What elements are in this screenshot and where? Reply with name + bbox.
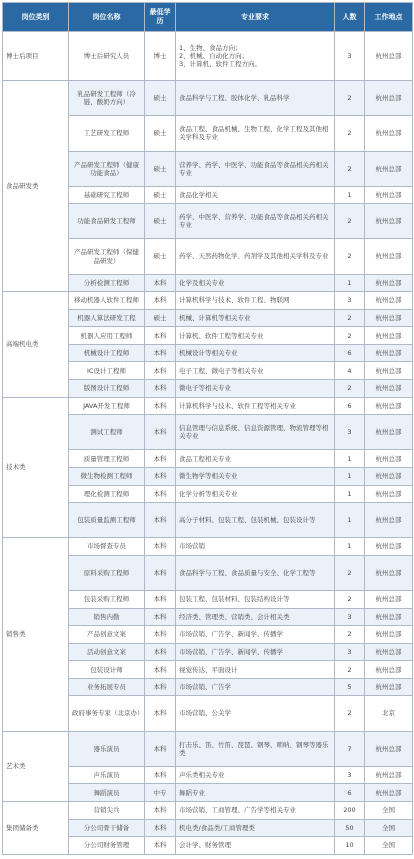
degree-cell: 本科 [145, 362, 176, 380]
job-title-cell: 分公司骨干储备 [69, 819, 145, 837]
location-cell: 杭州总部 [365, 415, 413, 450]
major-cell [176, 661, 335, 679]
degree-cell: 硕士 [145, 239, 176, 274]
headcount-cell: 2 [335, 555, 365, 590]
location-cell: 杭州总部 [365, 784, 413, 802]
job-title-cell: 机械设计工程师 [69, 344, 145, 362]
degree-cell: 本科 [145, 678, 176, 696]
category-cell: 技术类 [3, 397, 69, 538]
location-cell: 杭州总部 [365, 81, 413, 116]
job-title-cell: 包装质量监测工程师 [69, 503, 145, 538]
job-title-cell: 版图设计工程师 [69, 380, 145, 398]
major-line: 食品工程、食品机械、生物工程、化学工程及其他相关学科及专业 [179, 125, 329, 142]
location-cell: 杭州总部 [365, 204, 413, 239]
headcount-cell: 1 [335, 503, 365, 538]
location-cell: 杭州总部 [365, 555, 413, 590]
degree-cell: 本科 [145, 591, 176, 609]
category-cell: 高端机电类 [3, 292, 69, 397]
degree-cell: 本科 [145, 292, 176, 310]
job-title-cell: 销售内勤 [69, 608, 145, 626]
job-title-cell: 工艺研发工程师 [69, 116, 145, 151]
major-line: 市场营销 [179, 542, 205, 551]
major-line: 高分子材料、包装工程、包装机械、包装设计等 [179, 516, 316, 525]
location-cell: 杭州总部 [365, 766, 413, 784]
major-cell [176, 819, 335, 837]
major-line: 机械设计等相关专业 [179, 349, 238, 358]
major-line: 计算机科学与技术、软件工程、物联网 [179, 296, 290, 305]
headcount-cell: 6 [335, 344, 365, 362]
major-cell [176, 837, 335, 855]
major-line: 计算机、软件工程等相关专业 [179, 331, 264, 340]
table-row [3, 538, 413, 556]
major-line: 食品化学相关 [179, 190, 218, 199]
major-cell [176, 362, 335, 380]
headcount-cell: 6 [335, 784, 365, 802]
degree-cell: 硕士 [145, 309, 176, 327]
job-title-cell: 微生物检测工程师 [69, 467, 145, 485]
degree-cell: 本科 [145, 538, 176, 556]
job-title-cell: 理化检测工程师 [69, 485, 145, 503]
major-cell [176, 309, 335, 327]
major-cell [176, 485, 335, 503]
major-line: 计算机科学与技术、软件工程等相关专业 [179, 401, 296, 410]
job-title-cell: 产品创意文案 [69, 626, 145, 644]
job-title-cell: 移动机器人软件工程师 [69, 292, 145, 310]
headcount-cell: 3 [335, 292, 365, 310]
major-cell [176, 784, 335, 802]
location-cell: 杭州总部 [365, 32, 413, 81]
major-line: 机电类/食品类/工商管理类 [179, 823, 255, 832]
job-title-cell: 业务拓展专员 [69, 678, 145, 696]
location-cell: 北京 [365, 696, 413, 731]
major-cell [176, 274, 335, 292]
major-line: 市场营销、广告学、新闻学、传播学 [179, 647, 283, 656]
major-cell [176, 608, 335, 626]
category-cell: 食品研发类 [3, 81, 69, 292]
headcount-cell: 2 [335, 380, 365, 398]
headcount-cell: 50 [335, 819, 365, 837]
major-cell [176, 555, 335, 590]
degree-cell: 博士 [145, 32, 176, 81]
headcount-cell: 7 [335, 731, 365, 766]
job-title-cell: IC设计工程师 [69, 362, 145, 380]
headcount-cell: 2 [335, 116, 365, 151]
degree-cell: 硕士 [145, 151, 176, 186]
major-line: 机械、计算机等相关专业 [179, 313, 251, 322]
job-title-cell: 质量管理工程师 [69, 450, 145, 468]
degree-cell: 本科 [145, 450, 176, 468]
job-title-cell: 分析检测工程师 [69, 274, 145, 292]
major-cell [176, 591, 335, 609]
major-cell [176, 731, 335, 766]
major-cell [176, 801, 335, 819]
location-cell: 杭州总部 [365, 186, 413, 204]
major-cell [176, 32, 335, 81]
major-cell [176, 292, 335, 310]
degree-cell: 本科 [145, 467, 176, 485]
category-cell: 艺术类 [3, 731, 69, 801]
major-line: 打击乐、笛、竹笛、琵琶、钢琴、唢呐、钢琴等器乐类 [179, 740, 329, 757]
degree-cell: 硕士 [145, 116, 176, 151]
major-line: 食品科学与工程、食品质量与安全、化学工程等 [179, 568, 316, 577]
degree-cell: 本科 [145, 415, 176, 450]
job-openings-table [2, 2, 413, 855]
major-cell [176, 397, 335, 415]
major-line: 市场营销、公关学 [179, 709, 231, 718]
headcount-cell: 2 [335, 626, 365, 644]
degree-cell: 本科 [145, 608, 176, 626]
major-cell [176, 415, 335, 450]
headcount-cell: 2 [335, 239, 365, 274]
major-line: 微生物学等相关专业 [179, 472, 238, 481]
headcount-cell: 4 [335, 362, 365, 380]
degree-cell: 硕士 [145, 186, 176, 204]
headcount-cell: 2 [335, 309, 365, 327]
major-line: 包装工程、包装材料、包装结构设计等 [179, 595, 290, 604]
headcount-cell: 2 [335, 81, 365, 116]
headcount-cell: 3 [335, 415, 365, 450]
location-cell: 全国 [365, 819, 413, 837]
header-degree: 最低学历 [145, 3, 176, 32]
table-header-row [3, 3, 413, 32]
major-line: 电子工程、微电子等相关专业 [179, 366, 264, 375]
location-cell: 杭州总部 [365, 731, 413, 766]
major-cell [176, 327, 335, 345]
location-cell: 杭州总部 [365, 485, 413, 503]
headcount-cell: 1 [335, 485, 365, 503]
major-line: 化学及相关专业 [179, 278, 225, 287]
major-line: 市场营销、工商管理、广告学等相关专业 [179, 806, 296, 815]
job-title-cell: 博士后研究人员 [69, 32, 145, 81]
header-count: 人数 [335, 3, 365, 32]
headcount-cell: 1 [335, 538, 365, 556]
headcount-cell: 2 [335, 151, 365, 186]
headcount-cell: 1 [335, 450, 365, 468]
job-title-cell: 测试工程师 [69, 415, 145, 450]
major-line: 食品科学与工程、胶体化学、乳品科学 [179, 94, 290, 103]
degree-cell: 本科 [145, 397, 176, 415]
major-line: 会计学、财务管理 [179, 841, 231, 850]
location-cell: 杭州总部 [365, 116, 413, 151]
location-cell: 全国 [365, 801, 413, 819]
table-row [3, 81, 413, 116]
location-cell: 杭州总部 [365, 327, 413, 345]
headcount-cell: 3 [335, 32, 365, 81]
job-title-cell: 市场督查专员 [69, 538, 145, 556]
job-title-cell: 分公司财务管理 [69, 837, 145, 855]
job-title-cell: 产品研发工程师（健康功能食品） [69, 151, 145, 186]
headcount-cell: 1 [335, 186, 365, 204]
major-cell [176, 151, 335, 186]
location-cell: 杭州总部 [365, 239, 413, 274]
degree-cell: 本科 [145, 661, 176, 679]
degree-cell: 本科 [145, 327, 176, 345]
degree-cell: 本科 [145, 837, 176, 855]
headcount-cell: 2 [335, 696, 365, 731]
job-title-cell: 包装采购工程师 [69, 591, 145, 609]
major-cell [176, 766, 335, 784]
headcount-cell: 1 [335, 467, 365, 485]
location-cell: 杭州总部 [365, 503, 413, 538]
job-title-cell: 机器人算法研发工程 [69, 309, 145, 327]
job-title-cell: 政府事务专家（北京办） [69, 696, 145, 731]
location-cell: 杭州总部 [365, 274, 413, 292]
major-cell [176, 239, 335, 274]
major-cell [176, 204, 335, 239]
degree-cell: 本科 [145, 643, 176, 661]
location-cell: 杭州总部 [365, 467, 413, 485]
headcount-cell: 2 [335, 661, 365, 679]
major-line: 药学、天然药物化学、药剂学及其他相关学科及专业 [179, 252, 329, 261]
location-cell: 杭州总部 [365, 380, 413, 398]
major-line: 3、计算机、软件工程方向。 [179, 60, 262, 69]
location-cell: 杭州总部 [365, 643, 413, 661]
location-cell: 杭州总部 [365, 678, 413, 696]
degree-cell: 本科 [145, 801, 176, 819]
degree-cell: 中专 [145, 784, 176, 802]
job-title-cell: 舞蹈演员 [69, 784, 145, 802]
major-line: 1、生物、食品方向； [179, 43, 242, 52]
table-row [3, 397, 413, 415]
degree-cell: 硕士 [145, 81, 176, 116]
category-cell: 集团储备类 [3, 801, 69, 854]
table-row [3, 801, 413, 819]
degree-cell: 本科 [145, 766, 176, 784]
major-cell [176, 696, 335, 731]
table-row [3, 292, 413, 310]
location-cell: 杭州总部 [365, 344, 413, 362]
location-cell: 杭州总部 [365, 450, 413, 468]
degree-cell: 本科 [145, 696, 176, 731]
category-cell: 博士后项目 [3, 32, 69, 81]
major-cell [176, 186, 335, 204]
major-line: 经济类、管理类、营销类、会计相关类 [179, 612, 290, 621]
major-cell [176, 116, 335, 151]
job-title-cell: 声乐演员 [69, 766, 145, 784]
header-location: 工作地点 [365, 3, 413, 32]
location-cell: 杭州总部 [365, 626, 413, 644]
job-title-cell: 活动创意文案 [69, 643, 145, 661]
header-title: 岗位名称 [69, 3, 145, 32]
headcount-cell: 3 [335, 608, 365, 626]
major-cell [176, 380, 335, 398]
major-line: 市场营销、广告学 [179, 683, 231, 692]
degree-cell: 本科 [145, 485, 176, 503]
major-line: 微电子等相关专业 [179, 384, 231, 393]
major-cell [176, 467, 335, 485]
degree-cell: 本科 [145, 274, 176, 292]
major-line: 信息管理与信息系统、信息资源管理、物流管理等相关专业 [179, 424, 329, 441]
job-title-cell: 原料采购工程师 [69, 555, 145, 590]
major-cell [176, 503, 335, 538]
major-cell [176, 344, 335, 362]
headcount-cell: 10 [335, 837, 365, 855]
location-cell: 杭州总部 [365, 309, 413, 327]
degree-cell: 本科 [145, 380, 176, 398]
degree-cell: 硕士 [145, 204, 176, 239]
major-line: 舞蹈专业 [179, 788, 205, 797]
degree-cell: 本科 [145, 555, 176, 590]
degree-cell: 本科 [145, 503, 176, 538]
headcount-cell: 3 [335, 643, 365, 661]
major-cell [176, 643, 335, 661]
headcount-cell: 2 [335, 204, 365, 239]
job-title-cell: 功能食品研发工程师 [69, 204, 145, 239]
header-major: 专业要求 [176, 3, 335, 32]
major-line: 市场营销、广告学、新闻学、传播学 [179, 630, 283, 639]
major-cell [176, 678, 335, 696]
location-cell: 杭州总部 [365, 591, 413, 609]
location-cell: 杭州总部 [365, 608, 413, 626]
headcount-cell: 1 [335, 274, 365, 292]
location-cell: 杭州总部 [365, 538, 413, 556]
major-line: 化学分析等相关专业 [179, 489, 238, 498]
category-cell: 销售类 [3, 538, 69, 731]
degree-cell: 本科 [145, 626, 176, 644]
location-cell: 杭州总部 [365, 397, 413, 415]
headcount-cell: 3 [335, 766, 365, 784]
job-title-cell: 器乐演员 [69, 731, 145, 766]
location-cell: 全国 [365, 837, 413, 855]
location-cell: 杭州总部 [365, 661, 413, 679]
degree-cell: 本科 [145, 819, 176, 837]
headcount-cell: 2 [335, 591, 365, 609]
major-line: 药学、中医学、营养学、功能食品等食品相关药相关专业 [179, 213, 329, 230]
major-line: 营养学、药学、中医学、功能食品等食品相关药相关专业 [179, 160, 329, 177]
major-line: 声乐类相关专业 [179, 771, 225, 779]
major-cell [176, 538, 335, 556]
major-cell [176, 626, 335, 644]
location-cell: 杭州总部 [365, 151, 413, 186]
headcount-cell: 6 [335, 397, 365, 415]
table-row [3, 32, 413, 81]
major-line: 视觉传达、平面设计 [179, 665, 238, 674]
location-cell: 杭州总部 [365, 292, 413, 310]
job-title-cell: 产品研发工程师（保健品研发） [69, 239, 145, 274]
major-line: 2、机械、自动化方向； [179, 52, 249, 61]
headcount-cell: 2 [335, 327, 365, 345]
headcount-cell: 5 [335, 678, 365, 696]
header-category: 岗位类别 [3, 3, 69, 32]
job-title-cell: JAVA开发工程师 [69, 397, 145, 415]
headcount-cell: 200 [335, 801, 365, 819]
major-cell [176, 450, 335, 468]
major-cell [176, 81, 335, 116]
job-title-cell: 包装设计师 [69, 661, 145, 679]
job-title-cell: 机器人应用工程师 [69, 327, 145, 345]
job-title-cell: 基础研究工程师 [69, 186, 145, 204]
table-row [3, 731, 413, 766]
job-title-cell: 营销尖兵 [69, 801, 145, 819]
major-line: 食品工程相关专业 [179, 454, 231, 463]
job-title-cell: 乳品研发工程师（冷链、酸奶方向） [69, 81, 145, 116]
degree-cell: 本科 [145, 731, 176, 766]
location-cell: 杭州总部 [365, 362, 413, 380]
degree-cell: 本科 [145, 344, 176, 362]
